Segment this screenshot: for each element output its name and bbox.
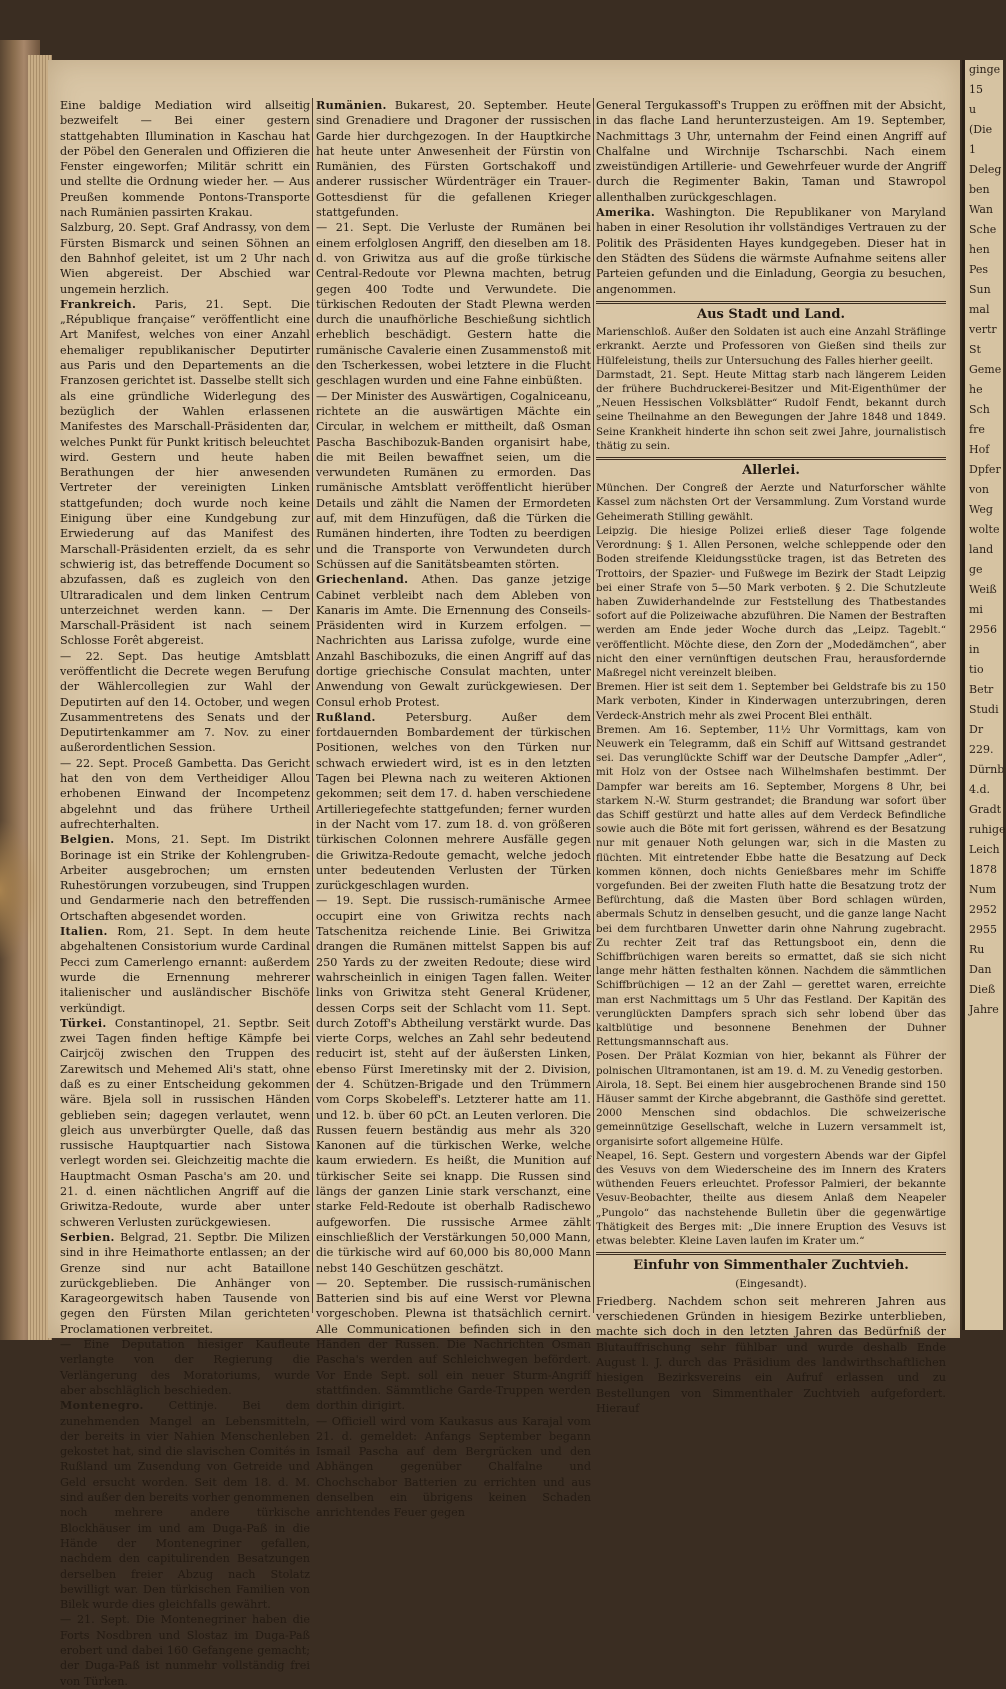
- article-paragraph: [316, 220, 591, 388]
- adjacent-page-fragment: Dan: [969, 963, 992, 976]
- article-text: Athen. Das ganze jetzige Cabinet verbleibt nach dem Ableben von Kanaris im Amte. Die Ernennung des Conseils-Präsidenten wird in Kurzem erfolgen. — Nachrichten aus Larissa zufolge, wurde eine Anzahl Baschibozuks, die einen Angriff auf das dortige griechische Consulat machten, unter Anwendung von Gewalt zurückgewiesen. Der Consul erhob Protest.: [316, 573, 591, 709]
- section-subheading: (Eingesandt).: [735, 1277, 807, 1290]
- adjacent-page-fragment: Weg: [969, 503, 993, 516]
- column-3: [596, 98, 946, 1415]
- adjacent-page-fragment: Sche: [969, 223, 997, 236]
- article-paragraph: [60, 297, 310, 649]
- adjacent-page-fragment: mi: [969, 603, 983, 616]
- article-heading: Belgien.: [60, 832, 115, 847]
- adjacent-page-fragment: Betr: [969, 683, 994, 696]
- article-paragraph: [316, 710, 591, 894]
- adjacent-page-fragment: Deleg: [969, 163, 1002, 176]
- article-text: Leipzig. Die hiesige Polizei erließ dieser Tage folgende Verordnung: § 1. Allen Personen, welche schleppende oder den Boden streifende Kleidungsstücke tragen, ist das Betreten des Trottoirs, der Spazier- und Fußwege im Bezirk der Stadt Leipzig bei einer Strafe von 5—50 Mark verboten. § 2. Die Schutzleute haben Zuwiderhandelnde zur Feststellung des Thatbestandes sofort auf die Polizeiwache abzuführen. Die Namen der Bestraften werden am Ende jeder Woche durch das „Leipz. Tageblt.“ veröffentlicht. Möchte diese, den Zorn der „Modedämchen“, aber nicht den einer vernünftigen deutschen Frau, herausfordernde Maßregel nicht vereinzelt bleiben.: [596, 524, 946, 679]
- article-paragraph: [60, 756, 310, 832]
- article-paragraph: [60, 924, 310, 1016]
- article-paragraph: [596, 98, 946, 205]
- newspaper-page: [48, 60, 960, 1688]
- article-paragraph: [316, 389, 591, 573]
- adjacent-page-fragment: St: [969, 343, 981, 356]
- adjacent-page-fragment: 2955: [969, 923, 997, 936]
- article-paragraph: [596, 205, 946, 297]
- adjacent-page-fragment: 2952: [969, 903, 997, 916]
- adjacent-page: [962, 60, 1006, 1330]
- article-paragraph: [60, 98, 310, 220]
- section-heading: Einfuhr von Simmenthaler Zuchtvieh.: [596, 1252, 946, 1273]
- article-heading: Türkei.: [60, 1015, 107, 1030]
- column-rule: [593, 98, 594, 1313]
- article-text: Cettinje. Bei dem zunehmenden Mangel an Lebensmitteln, der bereits in vier Nahien Menschenleben gekostet hat, sind die slavischen Comités in Rußland um Zusendung von Getreide und Geld ersucht worden. Seit dem 18. d. M. sind außer den bereits vorher genommenen noch mehrere andere türkische Blockhäuser im und am Duga-Paß in die Hände der Montenegriner gefallen, nachdem den capitulirenden Besatzungen derselben freier Abzug nach Stolatz bewilligt war. Den türkischen Familien von Bilek wurde dies gleichfalls gewährt.: [60, 1399, 310, 1612]
- adjacent-page-fragment: Sun: [969, 283, 991, 296]
- adjacent-page-fragment: Dpfer: [969, 463, 1001, 476]
- article-text: Salzburg, 20. Sept. Graf Andrassy, von dem Fürsten Bismarck und seinen Söhnen an den Bahnhof geleitet, ist um 2 Uhr nach Wien abgereist. Der Abschied war ungemein herzlich.: [60, 221, 310, 296]
- adjacent-page-fragment: Jahre: [969, 1003, 999, 1016]
- adjacent-page-fragment: vertr: [969, 323, 997, 336]
- column-2: [316, 98, 591, 1520]
- article-text: Friedberg. Nachdem schon seit mehreren Jahren aus verschiedenen Gründen in hiesigem Bezirke unterblieben, machte sich doch in den letzten Jahren das Bedürfniß der Blutauffrischung sehr fühlbar und wurde deshalb Ende August l. J. durch das Präsidium des landwirthschaftlichen hiesigen Bezirksvereins ein Aufruf erlassen und zu Bestellungen von Simmenthaler Zuchtvieh aufgefordert. Hierauf: [596, 1294, 946, 1415]
- article-paragraph: [316, 98, 591, 220]
- article-paragraph: [316, 1414, 591, 1521]
- article-heading: Italien.: [60, 924, 108, 939]
- article-text: General Tergukassoff's Truppen zu eröffnen mit der Absicht, in das flache Land herunterzusteigen. Am 19. September, Nachmittags 3 Uhr, unternahm der Feind einen Angriff auf Chalfalne und Wirchnije Tscharschbi. Nach einem zweistündigen Artillerie- und Gewehrfeuer wurde der Angriff durch die Regimenter Bakin, Taman und Stawropol allenthalben zurückgeschlagen.: [596, 99, 946, 204]
- article-paragraph: [596, 524, 946, 680]
- article-text: Constantinopel, 21. Septbr. Seit zwei Tagen finden heftige Kämpfe bei Cairjcöj zwischen den Truppen des Zarewitsch und Mehemed Ali's statt, ohne daß es zu einer Entscheidung gekommen wäre. Bjela soll in russischen Händen geblieben sein; dagegen verlautet, wenn gleich aus unverbürgter Quelle, daß das russische Hauptquartier nach Sistowa verlegt worden sei. Gleichzeitig machte die Hauptmacht Osman Pascha's am 20. und 21. d. einen nächtlichen Angriff auf die Griwitza-Redoute, wurde aber unter schweren Verlusten zurückgewiesen.: [60, 1016, 310, 1229]
- article-heading: Rußland.: [316, 709, 376, 724]
- article-text: — 21. Sept. Die Verluste der Rumänen bei einem erfolglosen Angriff, den dieselben am 18. d. von Griwitza aus auf die große türkische Central-Redoute vor Plewna machten, betrug gegen 400 Todte und Verwundete. Die türkischen Redouten der Stadt Plewna werden durch die unaufhörliche Beschießung sichtlich erheblich beschädigt. Gestern hatte die rumänische Cavalerie einen Zusammenstoß mit den Tscherkessen, wobei letztere in die Flucht geschlagen wurden und eine Fahne einbüßten.: [316, 221, 591, 388]
- article-text: München. Der Congreß der Aerzte und Naturforscher wählte Kassel zum nächsten Ort der Versammlung. Zum Vorstand wurde Geheimerath Stilling gewählt.: [596, 482, 946, 523]
- article-text: Washington. Die Republikaner von Maryland haben in einer Resolution ihr vollständiges Vertrauen zu der Politik des Präsidenten Hayes kundgegeben. Dieser hat in den Städten des Südens die wärmste Aufnahme seitens aller Parteien gefunden und die Einladung, Georgia zu besuchen, angenommen.: [596, 206, 946, 296]
- article-paragraph: [596, 481, 946, 524]
- article-text: Posen. Der Prälat Kozmian von hier, bekannt als Führer der polnischen Ultramontanen, ist am 19. d. M. zu Venedig gestorben.: [596, 1050, 946, 1077]
- article-paragraph: [60, 649, 310, 756]
- adjacent-page-fragment: he: [969, 383, 983, 396]
- article-paragraph: [596, 325, 946, 368]
- article-text: — 21. Sept. Die Montenegriner haben die Forts Nosdbren und Slostaz im Duga-Paß erobert und dabei 160 Gefangene gemacht; der Duga-Paß ist nunmehr vollständig frei von Türken.: [60, 1613, 310, 1688]
- article-paragraph: [596, 1078, 946, 1149]
- adjacent-page-fragment: tio: [969, 663, 984, 676]
- article-heading: Serbien.: [60, 1229, 115, 1244]
- adjacent-page-fragment: 1878: [969, 863, 997, 876]
- adjacent-page-fragment: von: [969, 483, 989, 496]
- adjacent-page-fragment: Weiß: [969, 583, 997, 596]
- column-1: [60, 98, 310, 1688]
- adjacent-page-fragment: ge: [969, 563, 983, 576]
- article-text: Rom, 21. Sept. In dem heute abgehaltenen Consistorium wurde Cardinal Pecci zum Camerlengo ernannt: außerdem wurde die Ernennung mehrerer italienischer und ausländischer Bischöfe verkündigt.: [60, 925, 310, 1015]
- article-text: Airola, 18. Sept. Bei einem hier ausgebrochenen Brande sind 150 Häuser sammt der Kirche abgebrannt, die Gasthöfe sind gerettet. 2000 Menschen sind obdachlos. Die schweizerische gemeinnützige Gesellschaft, welche in Luzern versammelt ist, organisirte sofort allgemeine Hülfe.: [596, 1078, 946, 1148]
- adjacent-page-fragment: Sch: [969, 403, 990, 416]
- article-paragraph: [596, 1149, 946, 1248]
- article-text: Darmstadt, 21. Sept. Heute Mittag starb nach längerem Leiden der frühere Buchdruckerei-Besitzer und Mit-Eigenthümer der „Neuen Hessischen Volksblätter“ Rudolf Fendt, bekannt durch seine Theilnahme an den Bewegungen der Jahre 1848 und 1849. Seine Krankheit hinderte ihn schon seit zwei Jahre, journalistisch thätig zu sein.: [596, 368, 946, 452]
- article-paragraph: [316, 893, 591, 1275]
- adjacent-page-fragment: Ru: [969, 943, 985, 956]
- article-text: Eine baldige Mediation wird allseitig bezweifelt — Bei einer gestern stattgehabten Illumination in Kaschau hat der Pöbel den Generalen und Offizieren die Fenster eingeworfen; Militär schritt ein und stellte die Ordnung wieder her. — Aus Preußen kommende Pontons-Transporte nach Rumänien passirten Krakau.: [60, 99, 310, 220]
- article-heading: Griechenland.: [316, 572, 409, 587]
- article-paragraph: [60, 1230, 310, 1337]
- adjacent-page-fragment: land: [969, 543, 994, 556]
- adjacent-page-fragment: Studi: [969, 703, 999, 716]
- adjacent-page-fragment: hen: [969, 243, 990, 256]
- adjacent-page-fragment: Dieß: [969, 983, 996, 996]
- adjacent-page-fragment: ginge: [969, 63, 1001, 76]
- article-heading: Montenegro.: [60, 1398, 144, 1413]
- adjacent-page-fragment: Gradt: [969, 803, 1002, 816]
- adjacent-page-fragment: Dürnb: [969, 763, 1005, 776]
- article-paragraph: [316, 1276, 591, 1414]
- section-heading: Aus Stadt und Land.: [596, 301, 946, 322]
- adjacent-page-fragment: ben: [969, 183, 990, 196]
- adjacent-page-fragment: in: [969, 643, 980, 656]
- article-paragraph: [60, 220, 310, 296]
- section-heading: Allerlei.: [596, 457, 946, 478]
- article-text: — 20. September. Die russisch-rumänischen Batterien sind bis auf eine Werst vor Plewna vorgeschoben. Plewna ist thatsächlich cernirt. Alle Communicationen befinden sich in den Händen der Russen. Die Nachrichten Osman Pascha's werden auf Schleichwegen befördert. Vor Ende Sept. soll ein neuer Sturm-Angriff stattfinden. Sämmtliche Garde-Truppen werden dorthin dirigirt.: [316, 1276, 591, 1413]
- article-text: Mons, 21. Sept. Im Distrikt Borinage ist ein Strike der Kohlengruben-Arbeiter ausgebrochen; um ernsten Ruhestörungen vorzubeugen, sind Truppen und Gendarmerie nach den betreffenden Ortschaften abgesendet worden.: [60, 833, 310, 923]
- article-text: Petersburg. Außer dem fortdauernden Bombardement der türkischen Positionen, welches von den Türken nur schwach erwiedert wird, ist es in den letzten Tagen bei Plewna nach zu weiteren Aktionen gekommen; seit dem 17. d. haben verschiedene Artilleriegefechte stattgefunden; ferner wurden in der Nacht vom 17. zum 18. d. von größeren türkischen Colonnen mehrere Ausfälle gegen die Griwitza-Redoute gemacht, welche jedoch unter bedeutenden Verlusten der Türken zurückgeschlagen wurden.: [316, 710, 591, 893]
- adjacent-page-fragment: 15: [969, 83, 983, 96]
- adjacent-page-fragment: 4.d.: [969, 783, 991, 796]
- article-paragraph: [596, 1294, 946, 1416]
- adjacent-page-fragment: mal: [969, 303, 990, 316]
- article-text: Bremen. Am 16. September, 11½ Uhr Vormittags, kam von Neuwerk ein Telegramm, daß ein Schiff auf Wittsand gestrandet sei. Das verunglückte Schiff war der Deutsche Dampfer „Adler“, mit Holz von der Ostsee nach Wilhelmshafen bestimmt. Der Dampfer war bereits am 16. September, Morgens 8 Uhr, bei starkem N.-W. Sturm gestrandet; die Brandung war sofort über das Schiff gestürzt und hatte alles auf dem Verdeck Befindliche sowie auch die Böte mit fort gerissen, während es der Besatzung nur mit genauer Noth gelungen war, sich in die Masten zu flüchten. Mit eintretender Ebbe hatte die Besatzung auf Deck kommen können, doch nichts Genießbares mehr im Schiffe vorgefunden. Bei der zweiten Fluth hatte die Besatzung trotz der Befürchtung, daß die Masten über Bord schlagen würden, abermals Schutz in denselben gesucht, und die ganze lange Nacht bei dem furchtbaren Unwetter darin ohne Nahrung zugebracht. Zu rechter Zeit traf das Rettungsboot ein, denn die Schiffbrüchigen waren bereits so ermattet, daß sie sich nicht lange mehr hätten festhalten können. Nachdem die sämmtlichen Schiffbrüchigen — 12 an der Zahl — gerettet waren, erreichte man erst Nachmittags um 5 Uhr das Festland. Der Kapitän des verunglückten Dampfers sprach sich sehr lobend über das kaltblütige und besonnene Benehmen der Duhner Rettungsmannschaft aus.: [596, 723, 946, 1049]
- article-text: Bukarest, 20. September. Heute sind Grenadiere und Dragoner der russischen Garde hier durchgezogen. In der Hauptkirche hat heute unter Anwesenheit der Fürstin von Rumänien, des Fürsten Gortschakoff und anderer russischer Würdenträger ein Trauer-Gottesdienst für die gefallenen Krieger stattgefunden.: [316, 99, 591, 220]
- article-paragraph: [60, 1016, 310, 1230]
- article-text: Belgrad, 21. Septbr. Die Milizen sind in ihre Heimathorte entlassen; an der Grenze sind nur acht Bataillone zurückgeblieben. Die Anhänger von Karageorgewitsch haben Tausende von gegen den Fürsten Milan gerichteten Proclamationen verbreitet.: [60, 1230, 310, 1336]
- adjacent-page-fragment: 2956: [969, 623, 997, 636]
- article-heading: Rumänien.: [316, 98, 387, 112]
- adjacent-page-fragment: ruhige: [969, 823, 1006, 836]
- article-heading: Amerika.: [596, 205, 656, 220]
- adjacent-page-fragment: u: [969, 103, 977, 116]
- adjacent-page-fragment: Num: [969, 883, 997, 896]
- article-text: — Der Minister des Auswärtigen, Cogalniceanu, richtete an die auswärtigen Mächte ein Circular, in welchem er mittheilt, daß Osman Pascha Baschibozuk-Banden organisirt habe, die mit Beilen bewaffnet seien, um die verwundeten Rumänen zu ermorden. Das rumänische Amtsblatt veröffentlicht hierüber Details und zählt die Namen der Ermordeten auf, mit dem Hinzufügen, daß die Türken die Rumänen hinderten, ihre Todten zu beerdigen und die Transporte von Verwundeten durch Schüssen auf die Sanitätsbeamten störten.: [316, 389, 591, 571]
- article-text: — Eine Deputation hiesiger Kaufleute verlangte von der Regierung die Verlängerung des Moratoriums, wurde aber abschläglich beschieden.: [60, 1338, 310, 1397]
- article-paragraph: [60, 1398, 310, 1612]
- article-paragraph: [60, 1612, 310, 1688]
- adjacent-page-fragment: Hof: [969, 443, 990, 456]
- article-text: Neapel, 16. Sept. Gestern und vorgestern Abends war der Gipfel des Vesuvs von dem Wiederscheine des im Innern des Kraters wüthenden Feuers erleuchtet. Professor Palmieri, der bekannte Vesuv-Beobachter, theilte aus diesem Anlaß dem Neapeler „Pungolo“ das nachstehende Bulletin über die gegenwärtige Thätigkeit des Berges mit: „Die innere Eruption des Vesuvs ist etwas belebter. Kleine Laven laufen im Krater um.“: [596, 1149, 946, 1248]
- adjacent-page-fragment: fre: [969, 423, 985, 436]
- article-text: — 22. Sept. Das heutige Amtsblatt veröffentlicht die Decrete wegen Berufung der Wählercollegien zur Wahl der Deputirten auf den 14. October, und wegen Zusammentretens des Senats und der Deputirtenkammer am 7. Nov. zu einer außerordentlichen Session.: [60, 649, 310, 755]
- article-text: Bremen. Hier ist seit dem 1. September bei Geldstrafe bis zu 150 Mark verboten, Kinder in Kinderwagen unterzubringen, deren Verdeck-Anstrich mehr als zwei Procent Blei enthält.: [596, 681, 946, 722]
- adjacent-page-fragment: Dr: [969, 723, 984, 736]
- adjacent-page-fragment: (Die: [969, 123, 993, 136]
- article-paragraph: [596, 368, 946, 453]
- adjacent-page-fragment: 1: [969, 143, 976, 156]
- article-text: Paris, 21. Sept. Die „République française“ veröffentlicht eine Art Manifest, welches von einer Anzahl ehemaliger republikanischer Deputirter aus Paris und den Departements an die Franzosen gerichtet ist. Dasselbe stellt sich als eine gründliche Widerlegung des bezüglich der Wahlen erlassenen Manifestes des Marschall-Präsidenten dar, welches Punkt für Punkt kritisch beleuchtet wird. Gestern und heute haben Berathungen der hier anwesenden Vertreter der vereinigten Linken stattgefunden; doch wurde noch keine Einigung über eine Kundgebung zur Erwiederung auf das Manifest des Marschall-Präsidenten erzielt, da es sehr schwierig ist, das betreffende Document so abzufassen, daß es zugleich von den Ultraradicalen und dem linken Centrum unterzeichnet werden kann. — Der Marschall-Präsident ist nach seinem Schlosse Forêt abgereist.: [60, 297, 310, 648]
- article-text: — Officiell wird vom Kaukasus aus Karajal vom 21. d. gemeldet: Anfangs September begann Ismail Pascha auf dem Bergrücken und den Abhängen gegenüber Chalfalne und Chochschabor Batterien zu errichten und aus denselben ein übrigens keinen Schaden anrichtendes Feuer gegen: [316, 1414, 591, 1520]
- adjacent-page-fragment: Wan: [969, 203, 993, 216]
- column-rule: [312, 98, 313, 1313]
- adjacent-page-fragment: Geme: [969, 363, 1002, 376]
- article-paragraph: [316, 572, 591, 710]
- article-text: — 19. Sept. Die russisch-rumänische Armee occupirt eine von Griwitza rechts nach Tatschenitza reichende Linie. Bei Griwitza drangen die Rumänen mittelst Sappen bis auf 250 Yards zu der zweiten Redoute; diese wird wahrscheinlich in einigen Tagen fallen. Weiter links von Griwitza steht General Krüdener, dessen Corps seit der Schlacht vom 11. Sept. durch Zotoff's Abtheilung verstärkt wurde. Das vierte Corps, welches an Zahl sehr bedeutend reducirt ist, steht auf der äußersten Linken, ebenso Fürst Imeretinsky mit der 2. Division, der 4. Schützen-Brigade und den Trümmern vom Corps Skobeleff's. Letzterer hatte am 11. und 12. b. über 60 pCt. an Leuten verloren. Die Russen feuern beständig aus mehr als 320 Kanonen auf die türkischen Werke, welche kaum erwiedern. Es heißt, die Munition auf türkischer Seite sei knapp. Die Russen sind längs der ganzen Linie stark verschanzt, eine starke Feld-Redoute ist oberhalb Radischewo aufgeworfen. Die russische Armee zählt einschließlich der Verstärkungen 50,000 Mann, die türkische wird auf 60,000 bis 80,000 Mann nebst 140 Geschützen geschätzt.: [316, 894, 591, 1275]
- article-heading: Frankreich.: [60, 296, 137, 311]
- article-paragraph: [60, 1337, 310, 1398]
- article-text: Marienschloß. Außer den Soldaten ist auch eine Anzahl Sträflinge erkrankt. Aerzte und Professoren von Gießen sind theils zur Hülfeleistung, theils zur Untersuchung des Falles hierher geeilt.: [596, 326, 946, 367]
- adjacent-page-fragment: Pes: [969, 263, 989, 276]
- adjacent-page-fragment: 229.: [969, 743, 994, 756]
- page-stain: [0, 820, 40, 960]
- article-paragraph: [596, 723, 946, 1050]
- article-paragraph: [596, 1049, 946, 1077]
- article-paragraph: [60, 832, 310, 924]
- article-paragraph: [596, 680, 946, 723]
- adjacent-page-fragment: Leich: [969, 843, 1000, 856]
- article-text: — 22. Sept. Proceß Gambetta. Das Gericht hat den von dem Vertheidiger Allou erhobenen Einwand der Incompetenz abgelehnt und das frühere Urtheil aufrechterhalten.: [60, 756, 310, 831]
- adjacent-page-fragment: wolte: [969, 523, 1000, 536]
